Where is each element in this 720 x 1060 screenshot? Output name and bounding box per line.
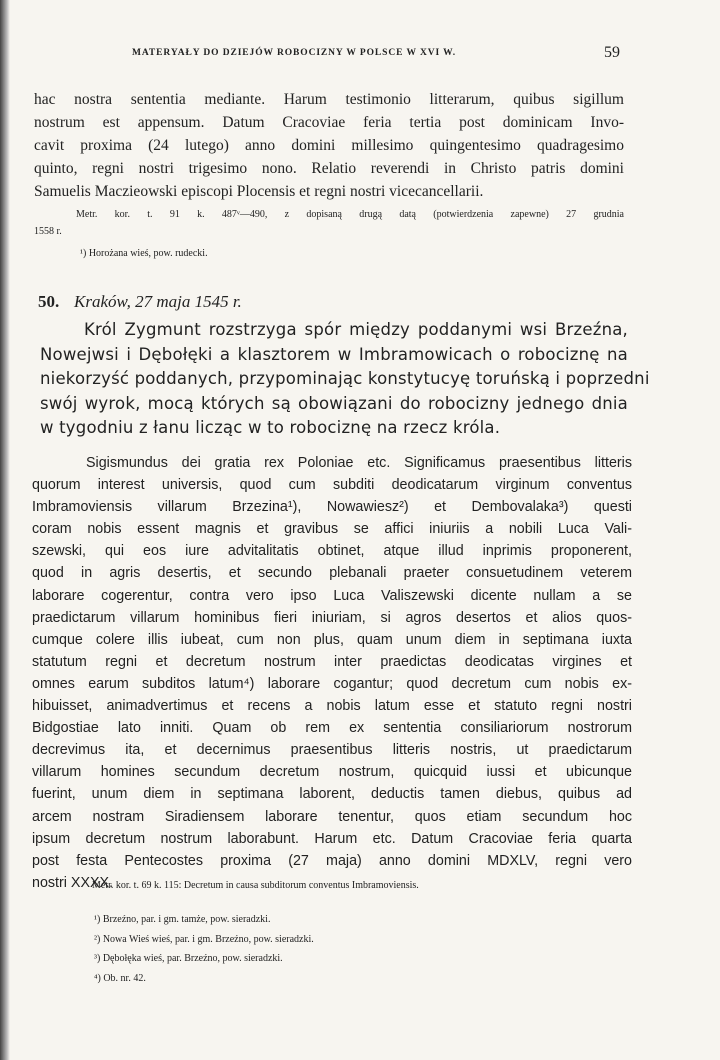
latin-line: Sigismundus dei gratia rex Poloniae etc. Significamus praesentibus litteris bbox=[86, 455, 632, 471]
latin-line: nostri XXXX. bbox=[32, 874, 114, 891]
source-note bbox=[34, 206, 624, 240]
latin-line: arcem nostram Siradiensem laborare tenentur, quos etiam secundum hoc bbox=[32, 808, 632, 825]
summary-line: Król Zygmunt rozstrzyga spór między poddanymi wsi Brzeźna, bbox=[84, 320, 628, 339]
text-line: cavit proxima (24 lutego) anno domini millesimo quingentesimo quadragesimo bbox=[34, 137, 624, 154]
footnote: ⁴) Ob. nr. 42. bbox=[94, 972, 146, 984]
latin-line: quorum interest universis, quod cum subditi deodicatarum virginum conventus bbox=[32, 477, 632, 494]
latin-line: coram nobis essent magnis et gravibus se affici iniuriis a nobili Luca Vali- bbox=[32, 521, 632, 538]
document-number: 50. bbox=[38, 292, 60, 311]
text-line: Samuelis Maczieowski episcopi Plocensis et regni nostri vicecancellarii. bbox=[34, 183, 484, 200]
latin-line: fuerint, unum diem in septimana laborent, deductis tamen diebus, quibus ad bbox=[32, 786, 632, 803]
summary-line: swój wyrok, mocą których są obowiązani do robocizny jednego dnia bbox=[40, 393, 628, 413]
text-line: nostrum est appensum. Datum Cracoviae feria tertia post dominicam Invo- bbox=[34, 114, 624, 131]
footnote: ³) Dębołęka wieś, par. Brzeźno, pow. sieradzki. bbox=[94, 953, 283, 964]
footnote: ¹) Horożana wieś, pow. rudecki. bbox=[80, 248, 208, 259]
footnote: ¹) Brzeźno, par. i gm. tamże, pow. sieradzki. bbox=[94, 914, 271, 925]
latin-line: ipsum decretum nostrum laborabunt. Harum etc. Datum Cracoviae feria quarta bbox=[32, 830, 632, 847]
footnote: ²) Nowa Wieś wieś, par. i gm. Brzeźno, pow. sieradzki. bbox=[94, 933, 314, 945]
latin-line: omnes earum subditos latum⁴) laborare cogantur; quod decretum cum nobis ex- bbox=[32, 675, 632, 692]
summary-line: niekorzyść poddanych, przypominając konstytucyę toruńską i poprzedni bbox=[40, 369, 650, 388]
footnotes bbox=[94, 910, 314, 988]
binding-shadow bbox=[0, 0, 10, 1060]
latin-line: praedictarum villarum hominibus fieri iniuriam, si agros desertos et alios quos- bbox=[32, 609, 632, 626]
text-line: hac nostra sententia mediante. Harum testimonio litterarum, quibus sigillum bbox=[34, 91, 624, 108]
summary-line: w tygodniu z łanu licząc w to robociznę na rzecz króla. bbox=[40, 418, 501, 437]
latin-line: cumque colere illis iubeat, cum non plus, quam unum diem in septimana iuxta bbox=[32, 631, 632, 648]
latin-line: hibuisset, animadvertimus et recens a nobis latum esse et statuto regni nostri bbox=[32, 698, 632, 715]
page-number: 59 bbox=[604, 44, 620, 61]
latin-line: statutum regni et decretum nostrum inter praedictas deodicatas virgines et bbox=[32, 653, 632, 670]
latin-line: Imbramoviensis villarum Brzezina¹), Nowawiesz²) et Dembovalaka³) questi bbox=[32, 499, 632, 516]
latin-text bbox=[32, 452, 632, 894]
document-summary bbox=[40, 318, 650, 441]
latin-line: decrevimus ita, et decernimus praesentibus litteris nostris, ut praedictarum bbox=[32, 742, 632, 759]
text-line: quinto, regni nostri trigesimo nono. Relatio reverendi in Christo patris domini bbox=[34, 160, 624, 177]
latin-line: laborare cogerentur, contra vero ipso Luca Valiszewski dicente nullam a se bbox=[32, 587, 632, 604]
top-paragraph bbox=[34, 88, 624, 203]
source-note: Metr. kor. t. 69 k. 115: Decretum in causa subditorum conventus Imbramoviensis. bbox=[92, 880, 419, 891]
document-heading: Kraków, 27 maja 1545 r. bbox=[74, 292, 242, 311]
source-line: Metr. kor. t. 91 k. 487ᵛ—490, z dopisaną drugą datą (potwierdzenia zapewne) 27 grudnia bbox=[76, 209, 624, 220]
latin-line: Bidgostiae lato inniti. Quam ob rem ex sententia consiliariorum nostrorum bbox=[32, 720, 632, 737]
latin-line: szewski, qui eos iure advitalitatis obtinet, atque illud inprimis proponerent, bbox=[32, 543, 632, 560]
summary-line: Nowejwsi i Dębołęki a klasztorem w Imbramowicach o robociznę na bbox=[40, 344, 628, 364]
latin-line: post festa Pentecostes proxima (27 maja) anno domini MDXLV, regni vero bbox=[32, 852, 632, 869]
source-line: 1558 r. bbox=[34, 226, 62, 237]
running-title: MATERYAŁY DO DZIEJÓW ROBOCIZNY W POLSCE W XVI W. bbox=[132, 48, 456, 58]
latin-line: quod in agris desertis, et secundo plebanali praeter consuetudinem veterem bbox=[32, 565, 632, 582]
latin-line: villarum homines secundum decretum nostrum, quicquid iussi et ubicunque bbox=[32, 764, 632, 781]
